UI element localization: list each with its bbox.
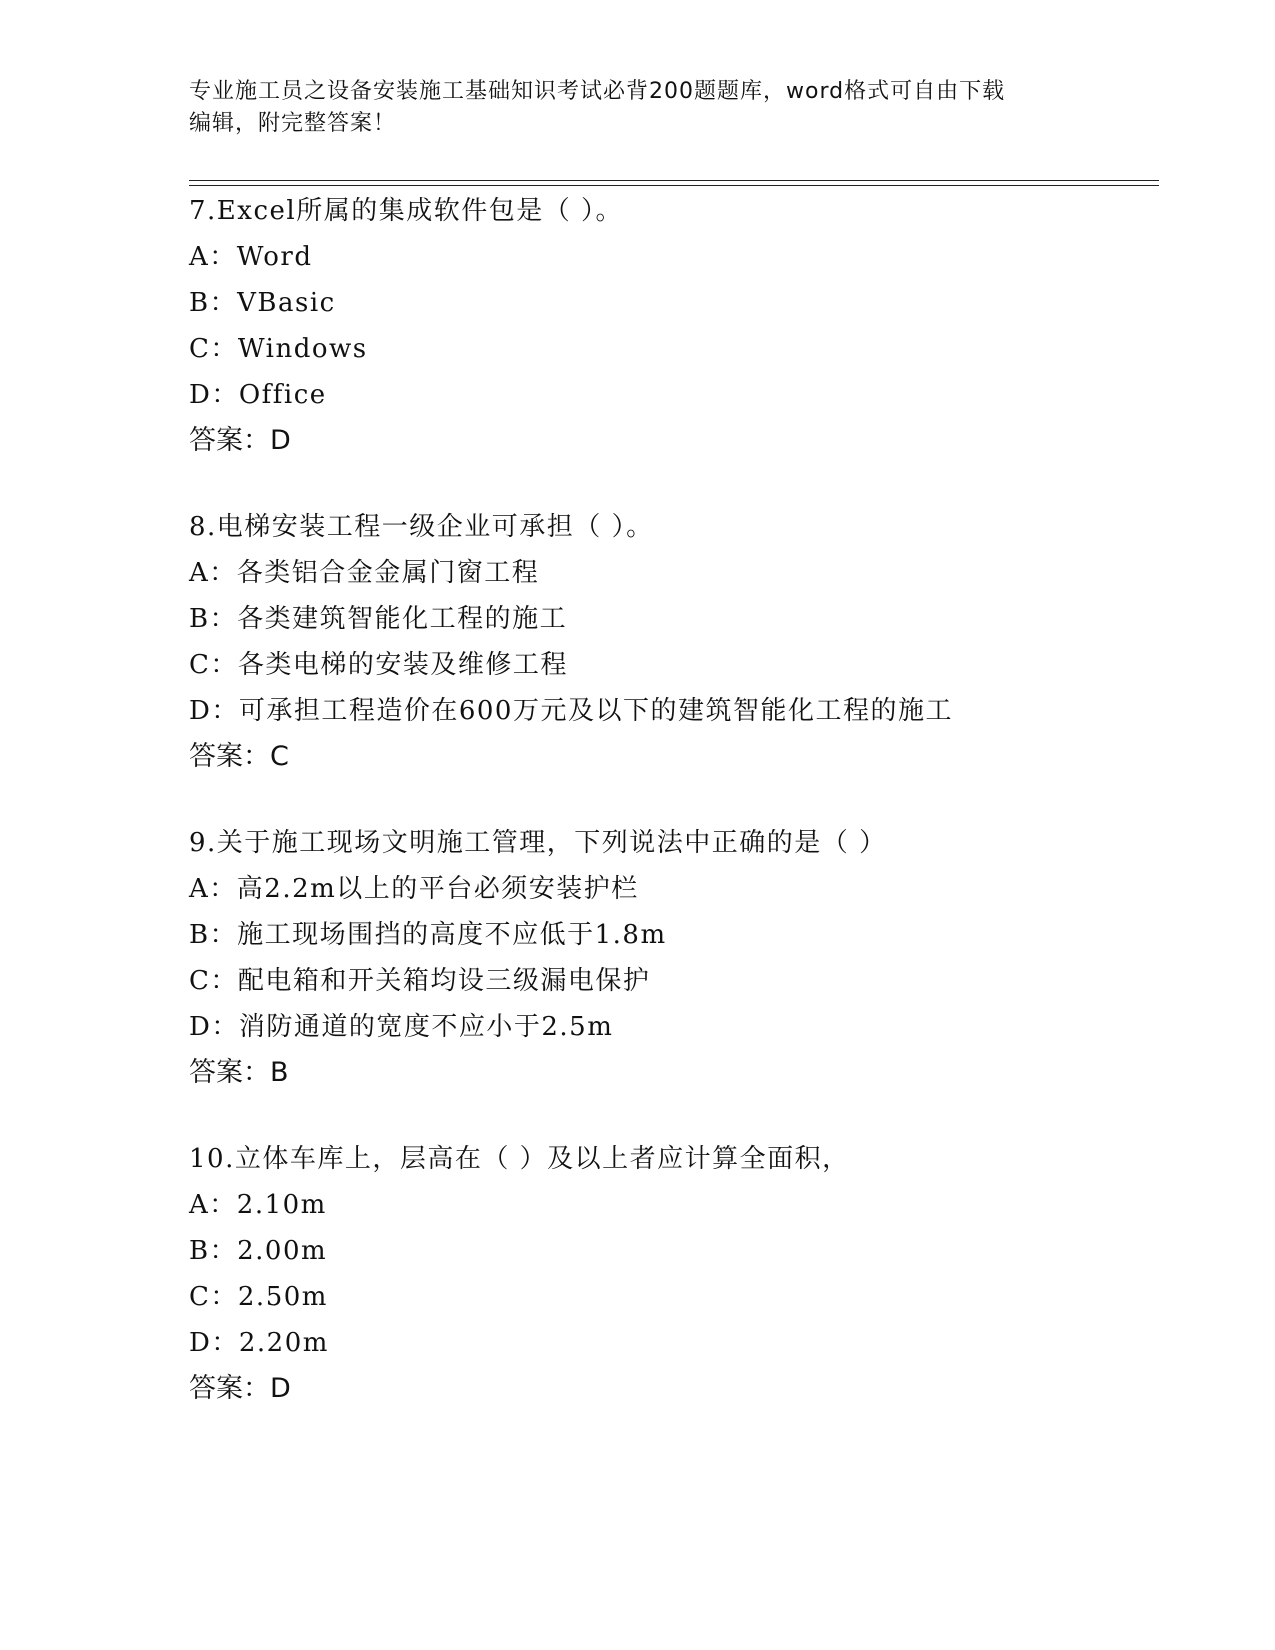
question-10 — [189, 1136, 1189, 1412]
header-divider-bottom — [189, 185, 1159, 186]
option-d: D：2.20m — [189, 1328, 329, 1358]
option-c: C：Windows — [189, 334, 368, 364]
question-title: 10.立体车库上，层高在（ ）及以上者应计算全面积， — [189, 1144, 850, 1174]
option-c: C：2.50m — [189, 1282, 328, 1312]
question-7 — [189, 188, 1189, 464]
header-line-1: 专业施工员之设备安装施工基础知识考试必背200题题库，word格式可自由下载 — [189, 79, 1006, 104]
answer: 答案：B — [189, 1057, 289, 1088]
question-8 — [189, 504, 1189, 780]
question-title: 8.电梯安装工程一级企业可承担（ ）。 — [189, 512, 654, 542]
option-c: C：配电箱和开关箱均设三级漏电保护 — [189, 966, 651, 996]
option-b: B：2.00m — [189, 1236, 328, 1266]
answer: 答案：D — [189, 425, 291, 456]
option-a: A：2.10m — [189, 1190, 327, 1220]
option-a: A：Word — [189, 242, 313, 272]
question-title: 7.Excel所属的集成软件包是（ ）。 — [189, 196, 623, 226]
option-d: D：可承担工程造价在600万元及以下的建筑智能化工程的施工 — [189, 696, 953, 726]
option-a: A：高2.2m以上的平台必须安装护栏 — [189, 874, 639, 904]
document-header — [189, 76, 1089, 140]
answer: 答案：C — [189, 741, 289, 772]
option-c: C：各类电梯的安装及维修工程 — [189, 650, 568, 680]
header-line-2: 编辑，附完整答案！ — [189, 111, 397, 136]
option-d: D：Office — [189, 380, 327, 410]
question-9 — [189, 820, 1189, 1096]
option-d: D：消防通道的宽度不应小于2.5m — [189, 1012, 614, 1042]
header-divider-top — [189, 180, 1159, 181]
option-b: B：施工现场围挡的高度不应低于1.8m — [189, 920, 667, 950]
option-b: B：各类建筑智能化工程的施工 — [189, 604, 568, 634]
question-title: 9.关于施工现场文明施工管理，下列说法中正确的是（ ） — [189, 828, 887, 858]
answer: 答案：D — [189, 1373, 291, 1404]
option-b: B：VBasic — [189, 288, 336, 318]
option-a: A：各类铝合金金属门窗工程 — [189, 558, 540, 588]
